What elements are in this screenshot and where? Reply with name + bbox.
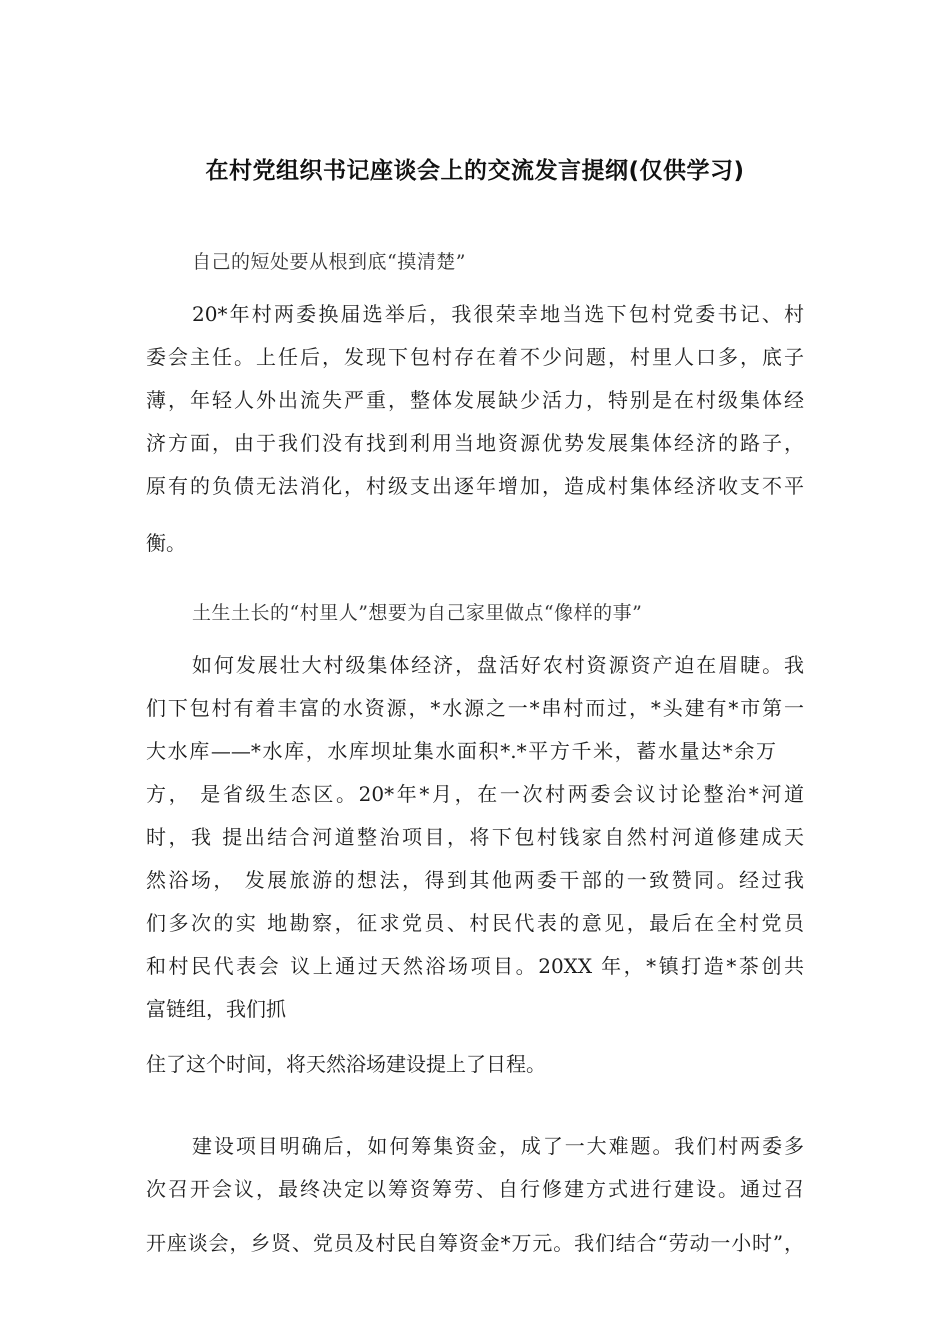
paragraph-line: 20*年村两委换届选举后，我很荣幸地当选下包村党委书记、村 — [192, 302, 804, 326]
paragraph-line: 次召开会议，最终决定以筹资筹劳、自行修建方式进行建设。通过召 — [146, 1177, 804, 1201]
paragraph-line: 富链组，我们抓 — [146, 997, 286, 1021]
paragraph-line: 然浴场， 发展旅游的想法，得到其他两委干部的一致赞同。经过我 — [146, 868, 804, 892]
paragraph-line: 住了这个时间，将天然浴场建设提上了日程。 — [146, 1052, 546, 1076]
document-title: 在村党组织书记座谈会上的交流发言提纲(仅供学习) — [205, 158, 745, 184]
paragraph-line: 开座谈会，乡贤、党员及村民自筹资金*万元。我们结合“劳动一小时”， — [146, 1231, 804, 1255]
paragraph-line: 和村民代表会 议上通过天然浴场项目。20XX 年，*镇打造*茶创共 — [146, 954, 804, 978]
paragraph-line: 委会主任。上任后，发现下包村存在着不少问题，村里人口多，底子 — [146, 345, 804, 369]
paragraph-line: 们下包村有着丰富的水资源，*水源之一*串村而过，*头建有*市第一 — [146, 696, 804, 720]
paragraph-line: 方， 是省级生态区。20*年*月，在一次村两委会议讨论整治*河道 — [146, 782, 804, 806]
section-heading: 自己的短处要从根到底“摸清楚” — [192, 251, 466, 273]
paragraph-line: 大水库——*水库，水库坝址集水面积*.*平方千米，蓄水量达*余万 — [146, 739, 776, 763]
paragraph-line: 济方面，由于我们没有找到利用当地资源优势发展集体经济的路子， — [146, 431, 804, 455]
paragraph-line: 衡。 — [146, 531, 186, 555]
paragraph-line: 时，我 提出结合河道整治项目，将下包村钱家自然村河道修建成天 — [146, 825, 804, 849]
paragraph-line: 们多次的实 地勘察，征求党员、村民代表的意见，最后在全村党员 — [146, 911, 804, 935]
paragraph-line: 建设项目明确后，如何筹集资金，成了一大难题。我们村两委多 — [192, 1134, 804, 1158]
paragraph-line: 如何发展壮大村级集体经济，盘活好农村资源资产迫在眉睫。我 — [192, 653, 804, 677]
paragraph-line: 原有的负债无法消化，村级支出逐年增加，造成村集体经济收支不平 — [146, 474, 804, 498]
paragraph-line: 薄，年轻人外出流失严重，整体发展缺少活力，特别是在村级集体经 — [146, 388, 804, 412]
section-heading: 土生土长的“村里人”想要为自己家里做点“像样的事” — [192, 602, 643, 624]
